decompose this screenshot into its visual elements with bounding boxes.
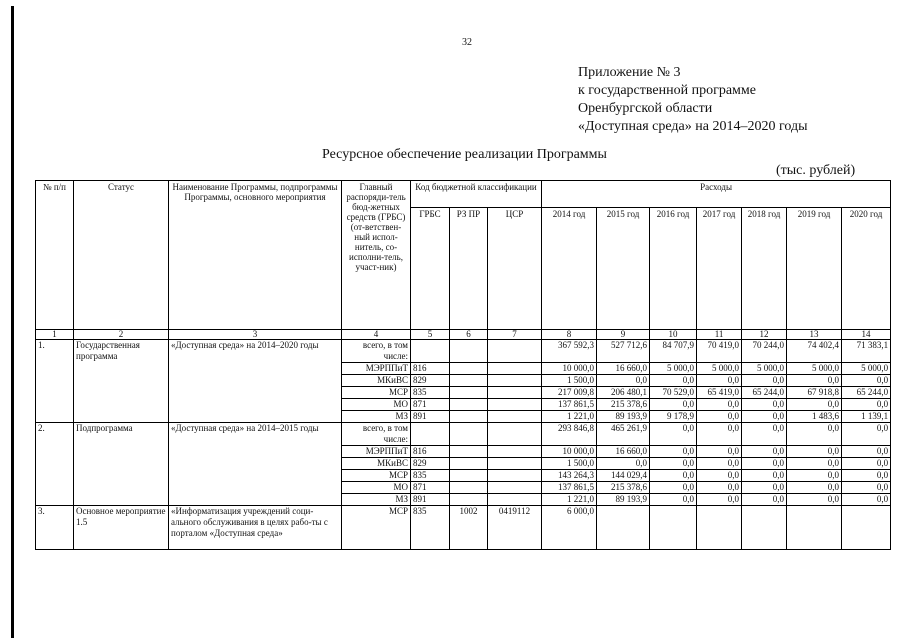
column-number: 9	[597, 330, 650, 340]
expense-value: 0,0	[742, 470, 787, 482]
binder-edge	[11, 6, 14, 638]
rzpr-code: 1002	[450, 506, 488, 550]
ministry-cell: МО	[342, 482, 411, 494]
ministry-cell: МЗ	[342, 494, 411, 506]
expense-value: 0,0	[742, 446, 787, 458]
expense-value: 9 178,9	[650, 411, 697, 423]
rzpr-code	[450, 399, 488, 411]
column-number: 4	[342, 330, 411, 340]
csr-code	[488, 340, 542, 363]
row-name: «Доступная среда» на 2014–2015 годы	[169, 423, 342, 506]
header-num: № п/п	[36, 181, 74, 330]
header-name: Наименование Программы, подпрограммы Программы, основного мероприятия	[169, 181, 342, 330]
grbs-code: 891	[411, 411, 450, 423]
header-2019: 2019 год	[787, 208, 842, 330]
csr-code	[488, 458, 542, 470]
appendix-line-3: Оренбургской области	[578, 101, 713, 116]
expense-value: 0,0	[650, 470, 697, 482]
expense-value: 293 846,8	[542, 423, 597, 446]
expense-value: 89 193,9	[597, 411, 650, 423]
appendix-header	[578, 64, 808, 136]
expense-value: 0,0	[742, 482, 787, 494]
header-csr: ЦСР	[488, 208, 542, 330]
column-number: 11	[697, 330, 742, 340]
expense-value	[787, 506, 842, 550]
column-number: 5	[411, 330, 450, 340]
column-number: 14	[842, 330, 891, 340]
rzpr-code	[450, 363, 488, 375]
header-grbs: ГРБС	[411, 208, 450, 330]
header-2017: 2017 год	[697, 208, 742, 330]
expense-value: 0,0	[650, 446, 697, 458]
csr-code	[488, 494, 542, 506]
expense-value: 217 009,8	[542, 387, 597, 399]
expense-value: 527 712,6	[597, 340, 650, 363]
row-name: «Доступная среда» на 2014–2020 годы	[169, 340, 342, 423]
row-name: «Информатизация учреждений соци-ального обслуживания в целях рабо-ты с порталом «Доступная среда»	[169, 506, 342, 550]
rzpr-code	[450, 375, 488, 387]
expense-value: 367 592,3	[542, 340, 597, 363]
expense-value: 0,0	[742, 494, 787, 506]
expense-value	[597, 506, 650, 550]
ministry-cell: МЭРППиТ	[342, 446, 411, 458]
expense-value: 0,0	[842, 446, 891, 458]
expense-value: 0,0	[787, 494, 842, 506]
expense-value: 0,0	[650, 482, 697, 494]
expense-value: 1 221,0	[542, 494, 597, 506]
rzpr-code	[450, 423, 488, 446]
expense-value: 16 660,0	[597, 446, 650, 458]
expense-value: 84 707,9	[650, 340, 697, 363]
rzpr-code	[450, 340, 488, 363]
ministry-cell: МСР	[342, 387, 411, 399]
header-expenses: Расходы	[542, 181, 891, 208]
grbs-code: 816	[411, 363, 450, 375]
ministry-cell: МКиВС	[342, 375, 411, 387]
expense-value: 5 000,0	[842, 363, 891, 375]
expense-value: 0,0	[842, 494, 891, 506]
header-2020: 2020 год	[842, 208, 891, 330]
expense-value: 0,0	[697, 411, 742, 423]
row-num: 3.	[36, 506, 74, 550]
grbs-code	[411, 423, 450, 446]
ministry-cell: МСР	[342, 470, 411, 482]
csr-code	[488, 387, 542, 399]
expense-value: 10 000,0	[542, 363, 597, 375]
ministry-cell: всего, в том числе:	[342, 423, 411, 446]
expense-value: 137 861,5	[542, 399, 597, 411]
csr-code	[488, 411, 542, 423]
expense-value: 0,0	[842, 423, 891, 446]
column-number: 10	[650, 330, 697, 340]
expense-value: 0,0	[597, 375, 650, 387]
expense-value: 16 660,0	[597, 363, 650, 375]
grbs-code: 891	[411, 494, 450, 506]
csr-code	[488, 375, 542, 387]
csr-code	[488, 363, 542, 375]
expense-value: 70 419,0	[697, 340, 742, 363]
expense-value	[650, 506, 697, 550]
appendix-line-4: «Доступная среда» на 2014–2020 годы	[578, 119, 808, 134]
grbs-code: 871	[411, 482, 450, 494]
expense-value: 70 529,0	[650, 387, 697, 399]
expense-value: 1 483,6	[787, 411, 842, 423]
expense-value: 0,0	[697, 458, 742, 470]
grbs-code: 835	[411, 506, 450, 550]
ministry-cell: МЭРППиТ	[342, 363, 411, 375]
table-row	[36, 506, 891, 550]
expense-value: 0,0	[787, 375, 842, 387]
csr-code: 0419112	[488, 506, 542, 550]
grbs-code	[411, 340, 450, 363]
expense-value: 0,0	[742, 423, 787, 446]
header-2018: 2018 год	[742, 208, 787, 330]
header-2016: 2016 год	[650, 208, 697, 330]
expense-value: 0,0	[697, 494, 742, 506]
column-number: 1	[36, 330, 74, 340]
header-status: Статус	[74, 181, 169, 330]
expense-value: 144 029,4	[597, 470, 650, 482]
expense-value: 1 139,1	[842, 411, 891, 423]
expense-value: 5 000,0	[742, 363, 787, 375]
expense-value: 0,0	[842, 375, 891, 387]
expense-value: 5 000,0	[787, 363, 842, 375]
expense-value: 0,0	[650, 458, 697, 470]
csr-code	[488, 423, 542, 446]
grbs-code: 835	[411, 387, 450, 399]
expense-value: 65 244,0	[842, 387, 891, 399]
header-2014: 2014 год	[542, 208, 597, 330]
expense-value: 0,0	[742, 399, 787, 411]
expense-value: 0,0	[787, 470, 842, 482]
rzpr-code	[450, 494, 488, 506]
csr-code	[488, 399, 542, 411]
expense-value: 0,0	[697, 375, 742, 387]
expense-value: 465 261,9	[597, 423, 650, 446]
header-rzpr: РЗ ПР	[450, 208, 488, 330]
resource-table	[35, 180, 891, 550]
header-2015: 2015 год	[597, 208, 650, 330]
column-number: 2	[74, 330, 169, 340]
document-title: Ресурсное обеспечение реализации Программы	[322, 147, 607, 162]
expense-value: 0,0	[650, 399, 697, 411]
header-budget-code: Код бюджетной классификации	[411, 181, 542, 208]
rzpr-code	[450, 387, 488, 399]
expense-value: 0,0	[697, 399, 742, 411]
expense-value: 1 500,0	[542, 375, 597, 387]
expense-value: 0,0	[742, 375, 787, 387]
expense-value: 74 402,4	[787, 340, 842, 363]
rzpr-code	[450, 458, 488, 470]
page-number: 32	[462, 37, 472, 48]
column-number: 8	[542, 330, 597, 340]
csr-code	[488, 446, 542, 458]
expense-value: 5 000,0	[650, 363, 697, 375]
expense-value: 0,0	[650, 423, 697, 446]
csr-code	[488, 470, 542, 482]
row-status: Основное мероприятие 1.5	[74, 506, 169, 550]
expense-value: 0,0	[842, 458, 891, 470]
expense-value: 6 000,0	[542, 506, 597, 550]
expense-value: 0,0	[697, 482, 742, 494]
expense-value: 5 000,0	[697, 363, 742, 375]
grbs-code: 829	[411, 458, 450, 470]
expense-value: 215 378,6	[597, 399, 650, 411]
expense-value: 1 221,0	[542, 411, 597, 423]
units-label: (тыс. рублей)	[776, 163, 856, 178]
expense-value: 89 193,9	[597, 494, 650, 506]
expense-value: 0,0	[787, 399, 842, 411]
expense-value: 67 918,8	[787, 387, 842, 399]
expense-value: 137 861,5	[542, 482, 597, 494]
expense-value: 0,0	[742, 458, 787, 470]
expense-value: 0,0	[650, 494, 697, 506]
ministry-cell: МСР	[342, 506, 411, 550]
expense-value: 71 383,1	[842, 340, 891, 363]
expense-value: 0,0	[787, 482, 842, 494]
row-status: Подпрограмма	[74, 423, 169, 506]
expense-value: 215 378,6	[597, 482, 650, 494]
csr-code	[488, 482, 542, 494]
column-number: 7	[488, 330, 542, 340]
expense-value: 0,0	[650, 375, 697, 387]
expense-value: 0,0	[787, 423, 842, 446]
row-num: 1.	[36, 340, 74, 423]
expense-value: 65 244,0	[742, 387, 787, 399]
expense-value: 0,0	[697, 423, 742, 446]
expense-value: 0,0	[697, 446, 742, 458]
expense-value: 1 500,0	[542, 458, 597, 470]
header-grbs-main: Главный распоряди-тель бюд-жетных средств (ГРБС) (от-ветствен-ный испол-нитель, со-исполни-тель, участ-ник)	[342, 181, 411, 330]
expense-value	[697, 506, 742, 550]
table-row	[36, 340, 891, 363]
rzpr-code	[450, 470, 488, 482]
expense-value: 0,0	[842, 399, 891, 411]
expense-value	[842, 506, 891, 550]
column-number: 3	[169, 330, 342, 340]
expense-value: 10 000,0	[542, 446, 597, 458]
rzpr-code	[450, 446, 488, 458]
expense-value: 65 419,0	[697, 387, 742, 399]
row-status: Государственная программа	[74, 340, 169, 423]
expense-value: 0,0	[787, 446, 842, 458]
grbs-code: 829	[411, 375, 450, 387]
expense-value: 70 244,0	[742, 340, 787, 363]
column-number-row	[36, 330, 891, 340]
column-number: 6	[450, 330, 488, 340]
appendix-line-1: Приложение № 3	[578, 65, 681, 80]
expense-value: 206 480,1	[597, 387, 650, 399]
ministry-cell: всего, в том числе:	[342, 340, 411, 363]
expense-value: 0,0	[597, 458, 650, 470]
grbs-code: 835	[411, 470, 450, 482]
appendix-line-2: к государственной программе	[578, 83, 756, 98]
rzpr-code	[450, 411, 488, 423]
ministry-cell: МКиВС	[342, 458, 411, 470]
expense-value: 0,0	[842, 470, 891, 482]
rzpr-code	[450, 482, 488, 494]
ministry-cell: МЗ	[342, 411, 411, 423]
table-row	[36, 423, 891, 446]
expense-value: 0,0	[697, 470, 742, 482]
ministry-cell: МО	[342, 399, 411, 411]
expense-value	[742, 506, 787, 550]
expense-value: 0,0	[787, 458, 842, 470]
column-number: 13	[787, 330, 842, 340]
grbs-code: 816	[411, 446, 450, 458]
expense-value: 0,0	[842, 482, 891, 494]
row-num: 2.	[36, 423, 74, 506]
expense-value: 0,0	[742, 411, 787, 423]
grbs-code: 871	[411, 399, 450, 411]
column-number: 12	[742, 330, 787, 340]
expense-value: 143 264,3	[542, 470, 597, 482]
